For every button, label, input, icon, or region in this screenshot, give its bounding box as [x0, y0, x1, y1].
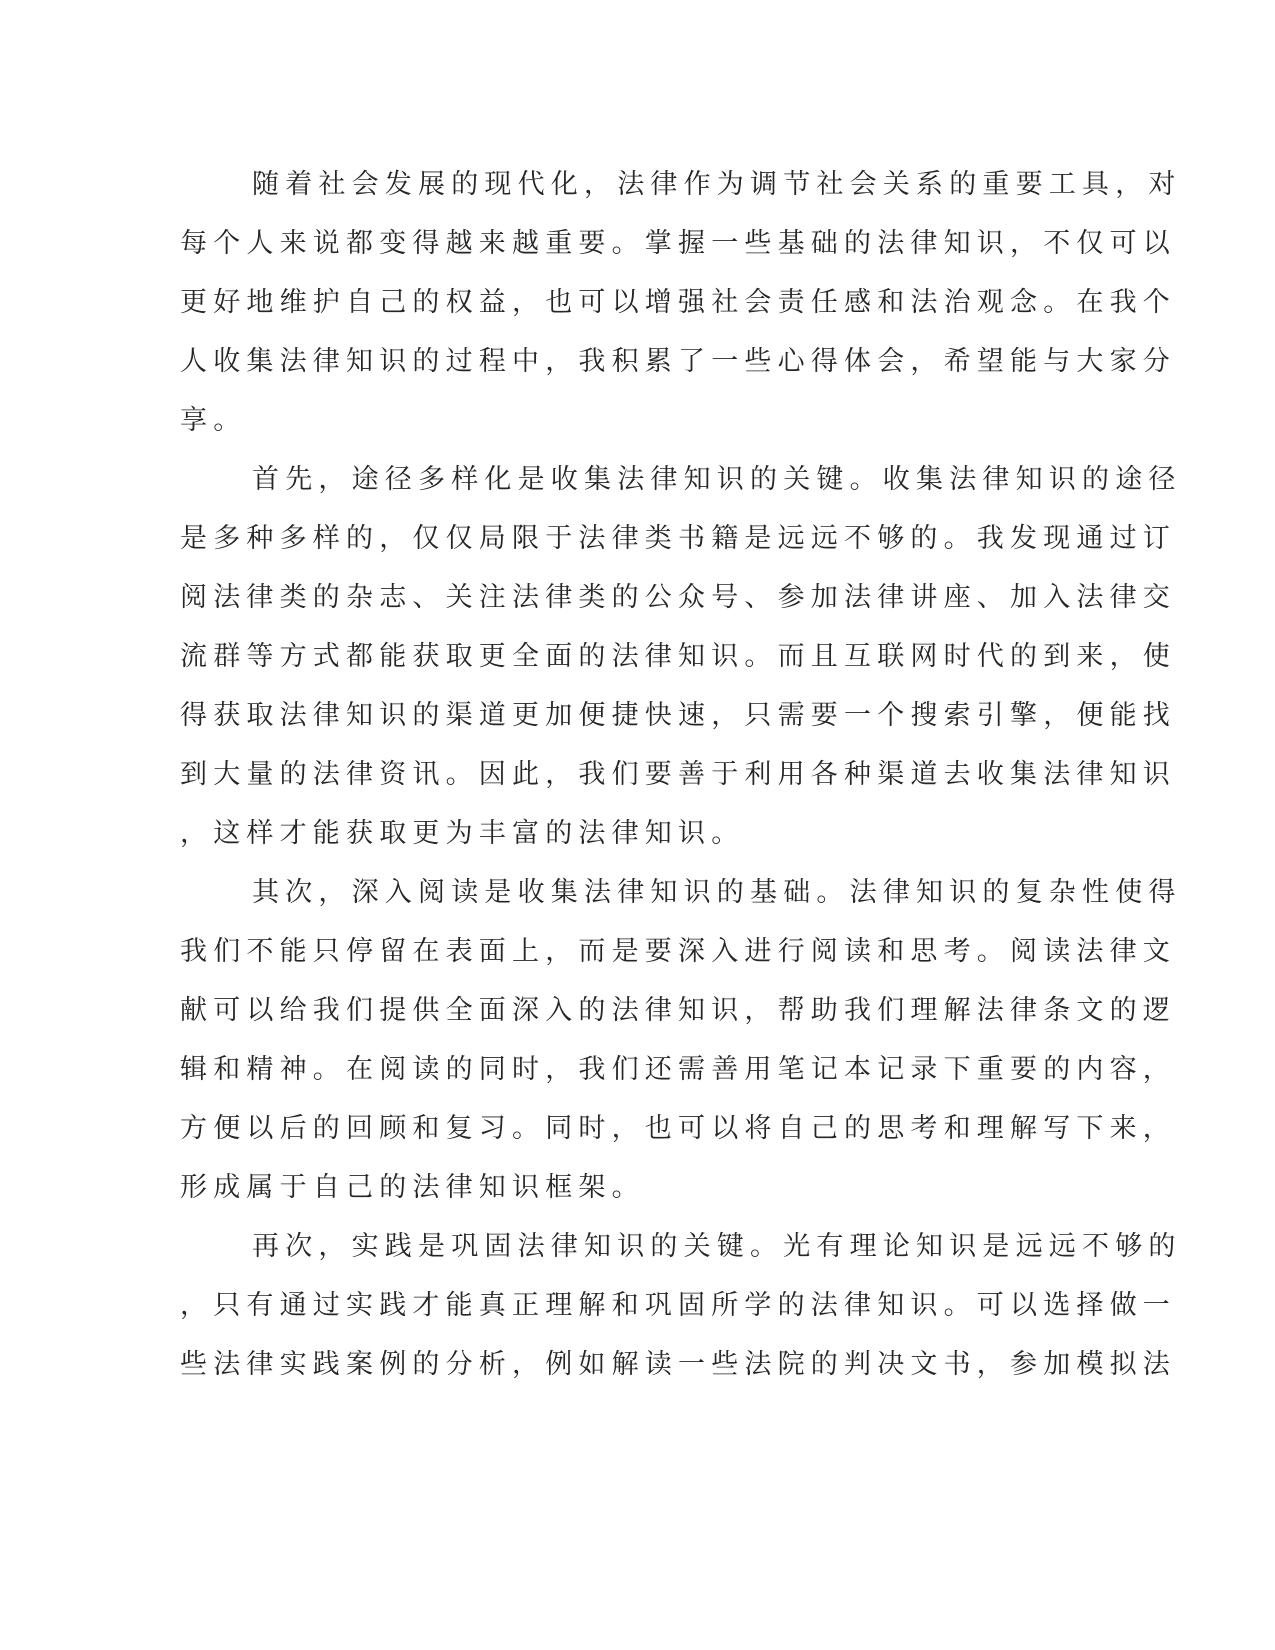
- paragraph-4-line: 些法律实践案例的分析，例如解读一些法院的判决文书，参加模拟法: [180, 1349, 1176, 1380]
- paragraph-1-line: 更好地维护自己的权益，也可以增强社会责任感和法治观念。在我个: [180, 287, 1176, 318]
- paragraph-1-line: 每个人来说都变得越来越重要。掌握一些基础的法律知识，不仅可以: [180, 228, 1176, 259]
- paragraph-3-line: 辑和精神。在阅读的同时，我们还需善用笔记本记录下重要的内容，: [180, 1054, 1176, 1085]
- paragraph-1-line: 享。: [180, 405, 247, 436]
- paragraph-2-line: 首先，途径多样化是收集法律知识的关键。收集法律知识的途径: [252, 464, 1182, 495]
- paragraph-3-line: 我们不能只停留在表面上，而是要深入进行阅读和思考。阅读法律文: [180, 936, 1176, 967]
- paragraph-4-line: ，只有通过实践才能真正理解和巩固所学的法律知识。可以选择做一: [180, 1290, 1176, 1321]
- paragraph-3-line: 方便以后的回顾和复习。同时，也可以将自己的思考和理解写下来，: [180, 1113, 1176, 1144]
- paragraph-4-line: 再次，实践是巩固法律知识的关键。光有理论知识是远远不够的: [252, 1231, 1182, 1262]
- paragraph-2-line: 阅法律类的杂志、关注法律类的公众号、参加法律讲座、加入法律交: [180, 582, 1176, 613]
- paragraph-1-line: 随着社会发展的现代化，法律作为调节社会关系的重要工具，对: [252, 169, 1182, 200]
- paragraph-1-line: 人收集法律知识的过程中，我积累了一些心得体会，希望能与大家分: [180, 346, 1176, 377]
- paragraph-2-line: ，这样才能获取更为丰富的法律知识。: [180, 818, 745, 849]
- paragraph-2-line: 是多种多样的，仅仅局限于法律类书籍是远远不够的。我发现通过订: [180, 523, 1176, 554]
- paragraph-2-line: 流群等方式都能获取更全面的法律知识。而且互联网时代的到来，使: [180, 641, 1176, 672]
- document-body: [180, 155, 1182, 1394]
- paragraph-3-line: 形成属于自己的法律知识框架。: [180, 1172, 645, 1203]
- paragraph-2-line: 到大量的法律资讯。因此，我们要善于利用各种渠道去收集法律知识: [180, 759, 1176, 790]
- paragraph-3-line: 其次，深入阅读是收集法律知识的基础。法律知识的复杂性使得: [252, 877, 1182, 908]
- paragraph-3-line: 献可以给我们提供全面深入的法律知识，帮助我们理解法律条文的逻: [180, 995, 1176, 1026]
- paragraph-2-line: 得获取法律知识的渠道更加便捷快速，只需要一个搜索引擎，便能找: [180, 700, 1176, 731]
